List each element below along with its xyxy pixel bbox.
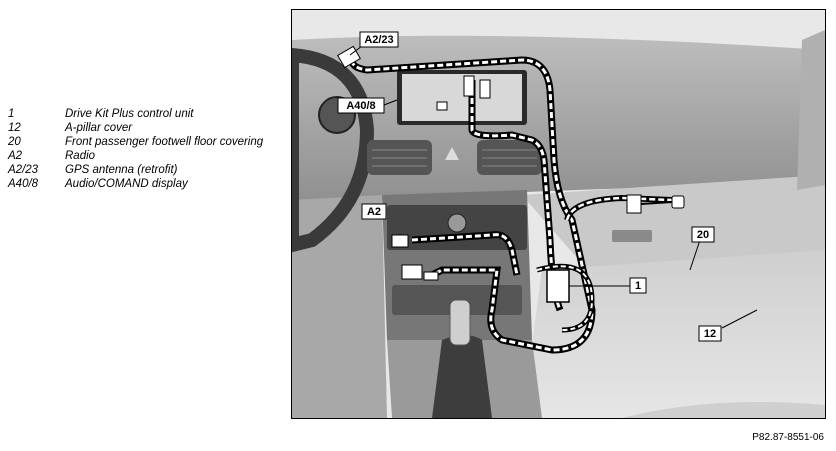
- legend-number: 1: [8, 108, 15, 120]
- legend-number: 12: [8, 122, 21, 134]
- callout-label: A40/8: [346, 100, 376, 112]
- legend-row: [8, 135, 278, 149]
- connector: [392, 235, 408, 247]
- legend-text: Front passenger footwell floor covering: [65, 136, 264, 148]
- installation-figure: [291, 9, 826, 419]
- connector: [402, 265, 422, 279]
- legend-number: A40/8: [8, 178, 39, 190]
- drive-kit-control-unit: [547, 270, 569, 302]
- callout-label: A2/23: [364, 34, 394, 46]
- legend-number: 20: [8, 136, 21, 148]
- callout-label: 12: [703, 328, 717, 340]
- callout-label: A2: [366, 206, 382, 218]
- legend-row: [8, 107, 278, 121]
- legend-text: Drive Kit Plus control unit: [65, 108, 194, 120]
- dashboard-illustration: [292, 10, 825, 418]
- legend-row: [8, 121, 278, 135]
- figure-code: P82.87-8551-06: [752, 432, 824, 443]
- callout-label: 1: [634, 280, 642, 292]
- callout-a2: [362, 204, 386, 219]
- connector: [464, 76, 474, 96]
- connector: [627, 195, 641, 213]
- gear-shift-knob: [450, 300, 470, 345]
- connector: [424, 272, 438, 280]
- legend-text: A-pillar cover: [65, 122, 133, 134]
- connector: [437, 102, 447, 110]
- callout-1: [630, 278, 646, 293]
- callout-a2-23: [360, 32, 398, 47]
- driver-area: [292, 195, 387, 418]
- legend-row: [8, 163, 278, 177]
- legend-row: [8, 149, 278, 163]
- callout-a40-8: [338, 98, 384, 113]
- callout-20: [692, 227, 714, 242]
- legend-number: A2: [8, 150, 23, 162]
- legend-row: [8, 177, 278, 191]
- connector: [480, 80, 490, 98]
- connector: [672, 196, 684, 208]
- radio-knob: [448, 214, 466, 232]
- legend-text: Audio/COMAND display: [65, 178, 188, 190]
- legend-text: Radio: [65, 150, 96, 162]
- comand-screen: [402, 74, 522, 121]
- legend-number: A2/23: [8, 164, 39, 176]
- callout-label: 20: [696, 229, 710, 241]
- callout-12: [699, 326, 721, 341]
- legend-table: [8, 107, 278, 191]
- glovebox-handle: [612, 230, 652, 242]
- legend-text: GPS antenna (retrofit): [65, 164, 178, 176]
